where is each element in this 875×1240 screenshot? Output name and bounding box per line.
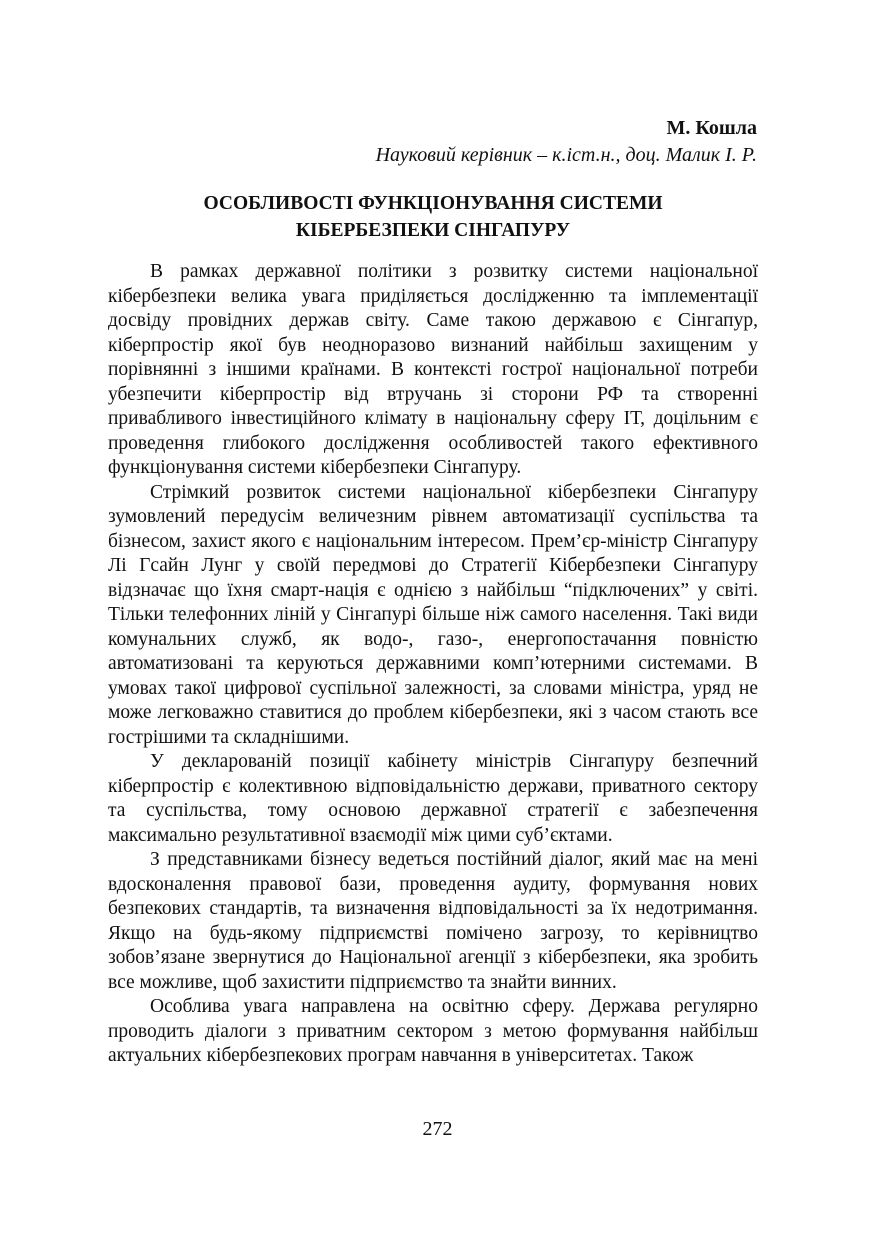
page-number: 272 xyxy=(422,1118,453,1140)
article-title-line-1: ОСОБЛИВОСТІ ФУНКЦІОНУВАННЯ СИСТЕМИ xyxy=(203,193,663,214)
article-body xyxy=(108,260,758,1069)
paragraph-1: В рамках державної політики з розвитку системи національної кібербезпеки велика увага приділяється дослідженню та імплементації досвіду провідних держав світу. Саме такою державою є Сінгапур, кіберпростір якої був неодноразово визнаний найбільш захищеним у порівнянні з іншими країнами. В контексті гострої національної потреби убезпечити кіберпростір від втручань зі сторони РФ та створенні привабливого інвестиційного клімату в національну сферу ІТ, доцільним є проведення глибокого дослідження особливостей такого ефективного функціонування системи кібербезпеки Сінгапуру. xyxy=(108,261,758,478)
article-title-line-2: КІБЕРБЕЗПЕКИ СІНГАПУРУ xyxy=(295,220,571,241)
paragraph-3: У декларованій позиції кабінету міністрів Сінгапуру безпечний кіберпростір є колективною відповідальністю держави, приватного сектору та суспільства, тому основою державної стратегії є забезпечення максимально результативної взаємодії між цими суб’єктами. xyxy=(108,751,758,846)
paragraph-4: З представниками бізнесу ведеться постійний діалог, який має на мені вдосконалення правової бази, проведення аудиту, формування нових безпекових стандартів, та визначення відповідальності за їх недотримання. Якщо на будь-якому підприємстві помічено загрозу, то керівництво зобов’язане звернутися до Національної агенції з кібербезпеки, яка зробить все можливе, щоб захистити підприємство та знайти винних. xyxy=(108,849,758,993)
author-name: М. Кошла xyxy=(666,117,757,139)
article-title xyxy=(108,190,758,244)
scientific-supervisor: Науковий керівник – к.іст.н., доц. Малик І. Р. xyxy=(375,144,757,166)
paragraph-5: Особлива увага направлена на освітню сферу. Держава регулярно проводить діалоги з приватним сектором з метою формування найбільш актуальних кібербезпекових програм навчання в університетах. Також xyxy=(108,996,758,1066)
paragraph-2: Стрімкий розвиток системи національної кібербезпеки Сінгапуру зумовлений передусім величезним рівнем автоматизації суспільства та бізнесом, захист якого є національним інтересом. Прем’єр-міністр Сінгапуру Лі Гсайн Лунг у своїй передмові до Стратегії Кібербезпеки Сінгапуру відзначає що їхня смарт-нація є однією з найбільш “підключених” у світі. Тільки телефонних ліній у Сінгапурі більше ніж самого населення. Такі види комунальних служб, як водо-, газо-, енергопостачання повністю автоматизовані та керуються державними комп’ютерними системами. В умовах такої цифрової суспільної залежності, за словами міністра, уряд не може легковажно ставитися до проблем кібербезпеки, які з часом стають все гострішими та складнішими. xyxy=(108,481,758,748)
